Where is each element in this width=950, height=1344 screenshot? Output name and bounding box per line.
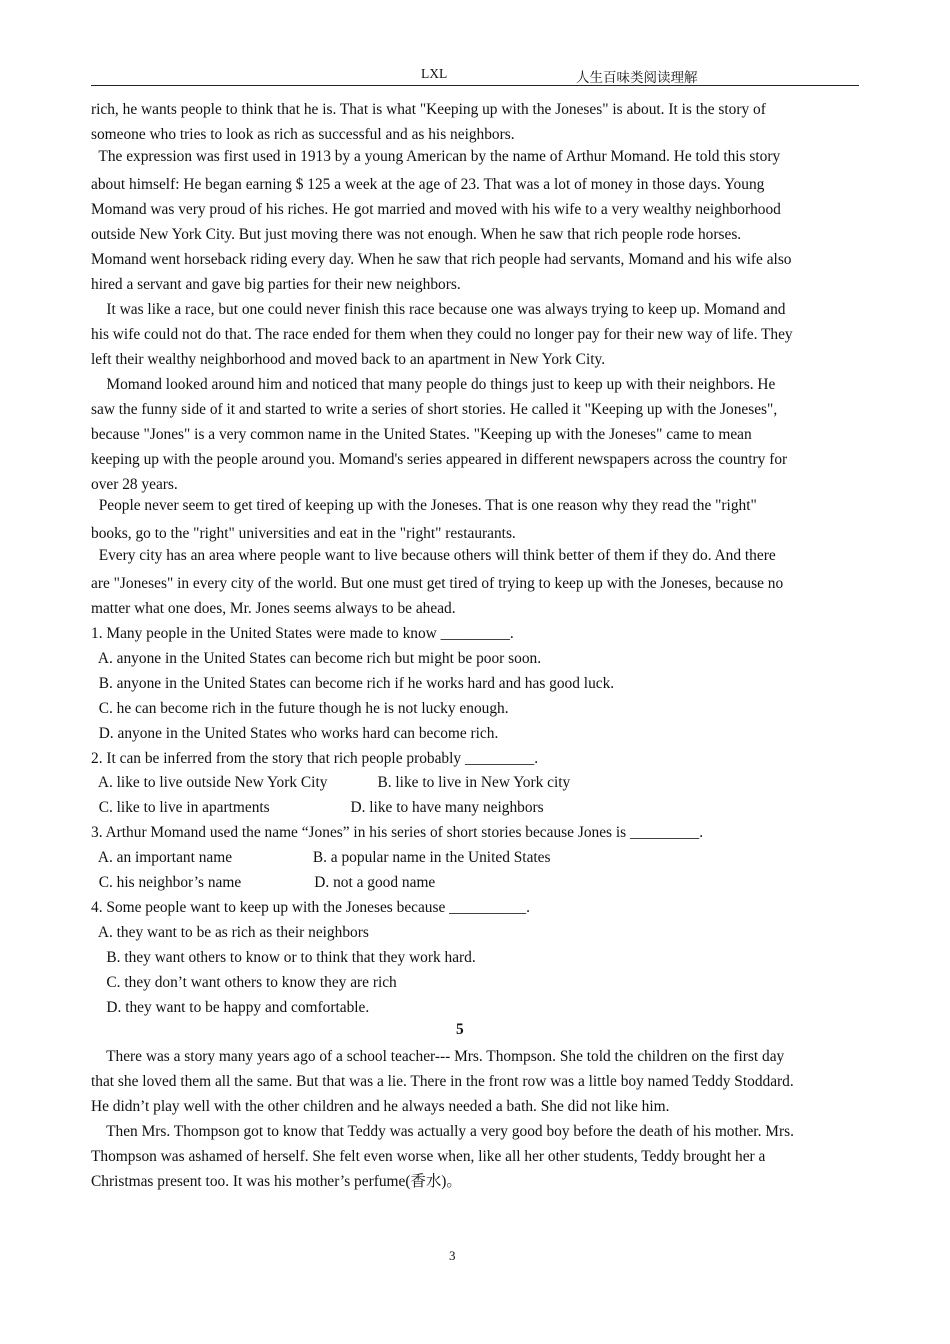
text-line: 1. Many people in the United States were made to know _________. (91, 625, 514, 642)
text-line: 3. Arthur Momand used the name “Jones” in his series of short stories because Jones is _________. (91, 824, 704, 841)
text-line: A. they want to be as rich as their neighbors (91, 924, 369, 941)
text-line: Momand was very proud of his riches. He got married and moved with his wife to a very wealthy neighborhood (91, 201, 781, 218)
text-line: B. anyone in the United States can become rich if he works hard and has good luck. (91, 675, 615, 692)
text-line: are "Joneses" in every city of the world. But one must get tired of trying to keep up with the Joneses, because no (91, 575, 784, 592)
header-right: 人生百味类阅读理解 (576, 70, 698, 85)
text-line: Christmas present too. It was his mother’s perfume(香水)。 (91, 1173, 462, 1190)
text-line: someone who tries to look as rich as successful and as his neighbors. (91, 126, 515, 143)
text-line: Momand went horseback riding every day. When he saw that rich people had servants, Momand and his wife also (91, 251, 792, 268)
text-line: C. like to live in apartments D. like to have many neighbors (91, 799, 544, 816)
text-line: People never seem to get tired of keeping up with the Joneses. That is one reason why they read the "right" (91, 497, 757, 514)
text-line: Momand looked around him and noticed that many people do things just to keep up with their neighbors. He (91, 376, 776, 393)
text-line: matter what one does, Mr. Jones seems always to be ahead. (91, 600, 456, 617)
text-line: Thompson was ashamed of herself. She felt even worse when, like all her other students, Teddy brought her a (91, 1148, 766, 1165)
text-line: C. they don’t want others to know they are rich (91, 974, 397, 991)
text-line: rich, he wants people to think that he is. That is what "Keeping up with the Joneses" is about. It is the story of (91, 101, 766, 118)
text-line: Every city has an area where people want to live because others will think better of them if they do. And there (91, 547, 776, 564)
text-line: He didn’t play well with the other children and he always needed a bath. She did not like him. (91, 1098, 670, 1115)
header-left: LXL (421, 66, 448, 81)
text-line: There was a story many years ago of a school teacher--- Mrs. Thompson. She told the children on the first day (91, 1048, 785, 1065)
text-line: 2. It can be inferred from the story that rich people probably _________. (91, 750, 539, 767)
text-line: outside New York City. But just moving there was not enough. When he saw that rich people rode horses. (91, 226, 742, 243)
text-line: over 28 years. (91, 476, 178, 493)
text-line: A. anyone in the United States can become rich but might be poor soon. (91, 650, 542, 667)
text-line: because "Jones" is a very common name in the United States. "Keeping up with the Joneses" came to mean (91, 426, 752, 443)
text-line: 4. Some people want to keep up with the Joneses because __________. (91, 899, 530, 916)
text-line: B. they want others to know or to think that they work hard. (91, 949, 476, 966)
text-line: his wife could not do that. The race ended for them when they could no longer pay for their new way of life. They (91, 326, 793, 343)
page-number: 3 (449, 1248, 456, 1263)
text-line: keeping up with the people around you. Momand's series appeared in different newspapers across the country for (91, 451, 788, 468)
text-line: D. they want to be happy and comfortable. (91, 999, 370, 1016)
text-line: left their wealthy neighborhood and moved back to an apartment in New York City. (91, 351, 606, 368)
text-line: that she loved them all the same. But that was a lie. There in the front row was a little boy named Teddy Stoddard. (91, 1073, 794, 1090)
text-line: C. his neighbor’s name D. not a good name (91, 874, 436, 891)
text-line: saw the funny side of it and started to write a series of short stories. He called it "Keeping up with the Joneses", (91, 401, 778, 418)
text-line: A. like to live outside New York City B. like to live in New York city (91, 774, 571, 791)
text-line: It was like a race, but one could never finish this race because one was always trying to keep up. Momand and (91, 301, 786, 318)
text-line: A. an important name B. a popular name in the United States (91, 849, 551, 866)
text-line: books, go to the "right" universities and eat in the "right" restaurants. (91, 525, 516, 542)
page-header (91, 66, 859, 86)
text-line: D. anyone in the United States who works hard can become rich. (91, 725, 499, 742)
text-line: C. he can become rich in the future though he is not lucky enough. (91, 700, 509, 717)
text-line: hired a servant and gave big parties for their new neighbors. (91, 276, 461, 293)
text-line: The expression was first used in 1913 by a young American by the name of Arthur Momand. He told this story (91, 148, 781, 165)
text-line: about himself: He began earning $ 125 a week at the age of 23. That was a lot of money in those days. Young (91, 176, 765, 193)
section-number: 5 (456, 1021, 464, 1038)
text-line: Then Mrs. Thompson got to know that Teddy was actually a very good boy before the death of his mother. Mrs. (91, 1123, 794, 1140)
